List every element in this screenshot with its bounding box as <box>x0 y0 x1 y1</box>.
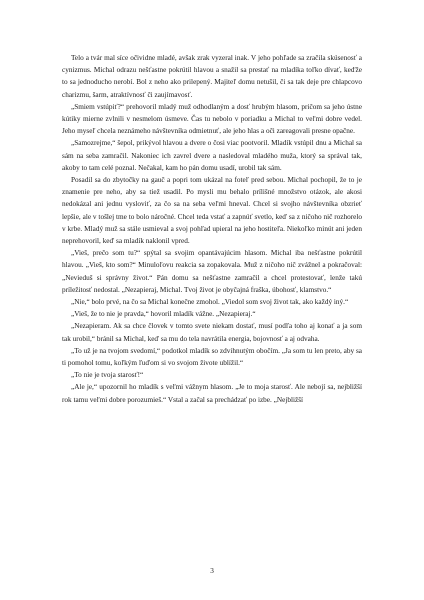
paragraph: Posadil sa do zbytočky na gauč a popri tom ukázal na foteľ pred sebou. Michal pochopil, že to je znamenie pre neho, aby sa tiež usadil. Po mysli mu behalo prílišné množstvo otázok, ale akosi nedokázal ani jednu vysloviť, za čo sa na seba veľmi hneval. Chcel si svojho návštevníka obzrieť lepšie, ale v tošlej tme to bolo náročné. Chcel teda vstať a zapnúť svetlo, keď sa z ničoho nič rozhorelo v krbe. Mladý muž sa stále usmieval a svoj pohľad upieral na jeho hostiteľa. Niekoľko minút ani jeden neprehovoril, keď sa mladík naklonil vpred. <box>62 176 362 246</box>
paragraph: „Nezapieram. Ak sa chce človek v tomto svete niekam dostať, musí podľa toho aj konať a ja som tak urobil,“ bránil sa Michal, keď sa mu do tela navrátila energia, bojovnosť a aj odvaha. <box>62 322 362 343</box>
paragraph: „To nie je tvoja starosť!“ <box>71 371 144 380</box>
paragraph: „To už je na tvojom svedomí,“ podotkol mladík so zdvihnutým obočím. „Ja som tu len preto, aby sa ti pomohol tomu, koľkým ľuďom si vo svojom živote ublížil.“ <box>62 346 362 368</box>
paragraph: Telo a tvár mal síce očividne mladé, avšak zrak vyzeral inak. V jeho pohľade sa zračila skúsenosť a cynizmus. Michal odrazu nešťastne pokrútil hlavou a snažil sa prestať na mladíka toľko dívať, keďže to sa jednoducho nerobí. Bol z neho ako prilepený. Majiteľ domu netušil, či sa tak deje pre chlapcovo charizmu, šarm, atraktívnosť či zaujímavosť. <box>62 54 362 99</box>
paragraph: „Smiem vstúpiť?“ prehovoril mladý muž odhodlaným a dosť hrubým hlasom, pričom sa jeho ústne kútiky mierne zvlnili v nesmelom úsmeve. Čas tu nebolo v poriadku a Michal to veľmi dobre vedel. Jeho myseľ chcela neznámeho návštevníka odmietnuť, ale jeho hlas a oči zareagovali presne opačne. <box>62 102 362 136</box>
paragraph: „Vieš, prečo som tu?“ spýtal sa svojim opantávajúcim hlasom. Michal iba nešťastne pokrútil hlavou. „Vieš, kto som?“ Minuloľovu reakcia sa zopakovala. Muž z ničoho nič zvážnel a pokračoval: „Nevieduš si správny život.“ Pán domu sa nešťastne zamračil a chcel protestovať, lenže takú príležitosť nedostal. „Nezapieraj, Michal. Tvoj život je obyčajná fraška, úbohosť, klamstvo.“ <box>62 249 362 294</box>
paragraph: „Ale je,“ upozornil ho mladík s veľmi vážnym hlasom. „Je to moja starosť. Ale nebojí sa, nejbližší rok tamu veľmi dobre porozumieš.“ Vstal a začal sa prechádzať po izbe. „Nejbližší <box>62 383 362 404</box>
page-number: 3 <box>210 567 214 575</box>
paragraph: „Samozrejme,“ šepol, prikývol hlavou a dvere o čosi viac pootvoril. Mladík vstúpil dnu a Michal sa sám na seba zamračil. Nakoniec ich zavrel dvere a nasledoval mladého muža, ktorý sa správal tak, akoby to tam celé poznal. Nečakal, kam ho pán domu usadí, urobil tak sám. <box>62 139 362 172</box>
paragraph: „Nie,“ bolo prvé, na čo sa Michal konečne zmohol. „Viedol som svoj život tak, ako každý iný.“ <box>71 298 349 307</box>
paragraph: „Vieš, že to nie je pravda,“ hovoril mladík vážne. „Nezapieraj.“ <box>71 310 256 319</box>
